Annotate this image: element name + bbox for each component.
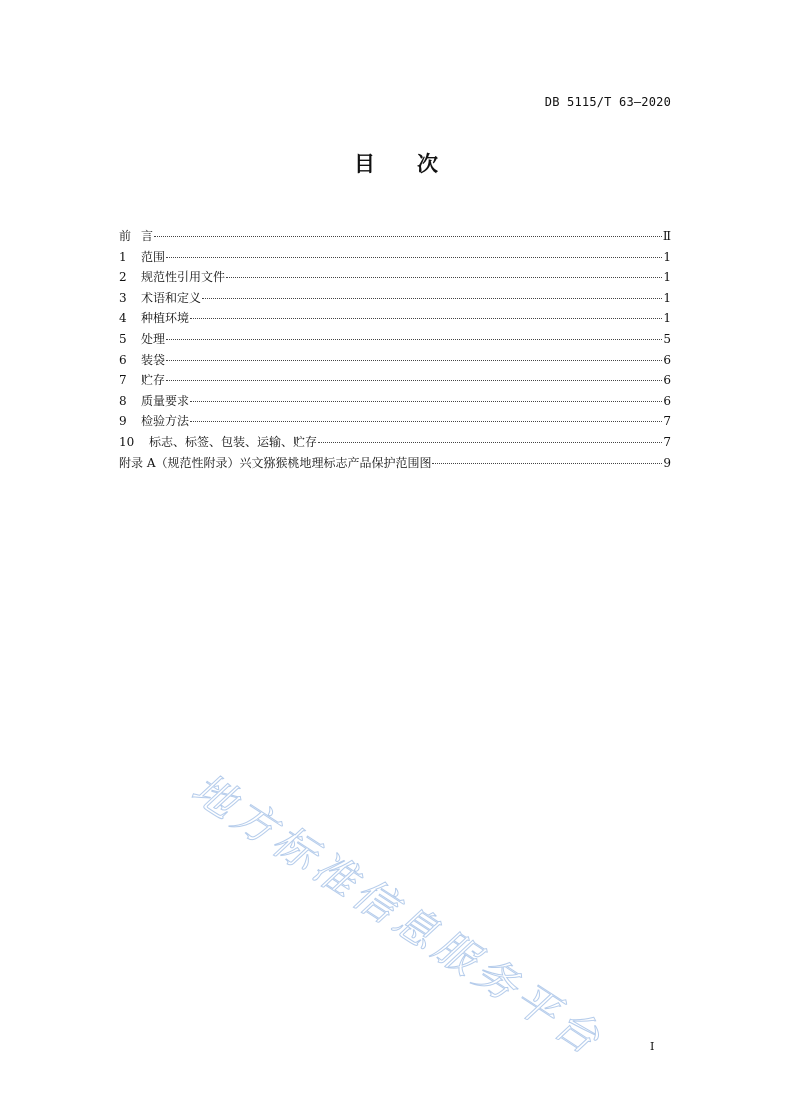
title-part-1: 目 [354,152,375,176]
toc-number: 10 [119,434,135,449]
toc-entry-4[interactable] [119,308,671,329]
document-code: DB 5115/T 63—2020 [544,95,671,109]
toc-leader [166,338,662,340]
toc-label: 附录 A（规范性附录）兴文猕猴桃地理标志产品保护范围图 [119,455,432,470]
toc-entry-2[interactable] [119,267,671,288]
toc-page: 5 [663,331,671,346]
page-number: I [650,1040,655,1053]
toc-page: 1 [663,290,671,305]
toc-label: 规范性引用文件 [141,270,226,285]
toc-label: 处理 [141,331,166,346]
toc-page: 7 [663,414,671,429]
toc-label: 范围 [141,249,166,264]
toc-entry-3[interactable] [119,288,671,309]
toc-number: 前 [119,229,132,243]
toc-leader [166,379,662,381]
toc-page: Ⅱ [662,229,671,243]
toc-page: 7 [663,434,671,449]
toc-leader [166,359,662,361]
toc-leader [190,317,662,319]
toc-page: 6 [663,373,671,388]
toc-label: 质量要求 [141,393,190,408]
toc-number: 8 [119,393,127,408]
toc-label: 标志、标签、包装、运输、贮存 [149,434,318,449]
toc-leader [202,297,662,299]
toc-entry-10[interactable] [119,432,671,453]
toc-number: 2 [119,270,127,285]
toc-leader [154,235,662,237]
toc-number: 5 [119,331,127,346]
toc-number: 4 [119,311,127,326]
toc-page: 1 [663,270,671,285]
toc-entry-5[interactable] [119,329,671,350]
toc-leader [190,420,662,422]
toc-label: 种植环境 [141,311,190,326]
toc-label: 术语和定义 [141,290,202,305]
toc-entry-6[interactable] [119,350,671,371]
toc-leader [166,256,662,258]
toc-label: 言 [141,229,154,243]
watermark: 地方标准信息服务平台 [183,763,613,1067]
toc-leader [432,462,662,464]
toc-page: 1 [663,311,671,326]
toc-number: 9 [119,414,127,429]
toc-entry-9[interactable] [119,411,671,432]
toc-entry-1[interactable] [119,247,671,268]
toc-page: 9 [663,455,671,470]
toc-page: 6 [663,393,671,408]
toc-label: 检验方法 [141,414,190,429]
toc-number: 6 [119,352,127,367]
toc-number: 1 [119,249,127,264]
toc-number: 3 [119,290,127,305]
toc-entry-foreword[interactable] [119,226,671,247]
toc-page: 1 [663,249,671,264]
toc-page: 6 [663,352,671,367]
toc-leader [318,441,662,443]
toc-label: 贮存 [141,373,166,388]
table-of-contents [119,226,671,473]
toc-entry-8[interactable] [119,391,671,412]
toc-leader [226,276,662,278]
toc-label: 装袋 [141,352,166,367]
toc-entry-7[interactable] [119,370,671,391]
toc-entry-annex-a[interactable] [119,453,671,474]
toc-leader [190,400,662,402]
title-part-2: 次 [417,152,438,176]
page-title [0,148,792,178]
toc-number: 7 [119,373,127,388]
